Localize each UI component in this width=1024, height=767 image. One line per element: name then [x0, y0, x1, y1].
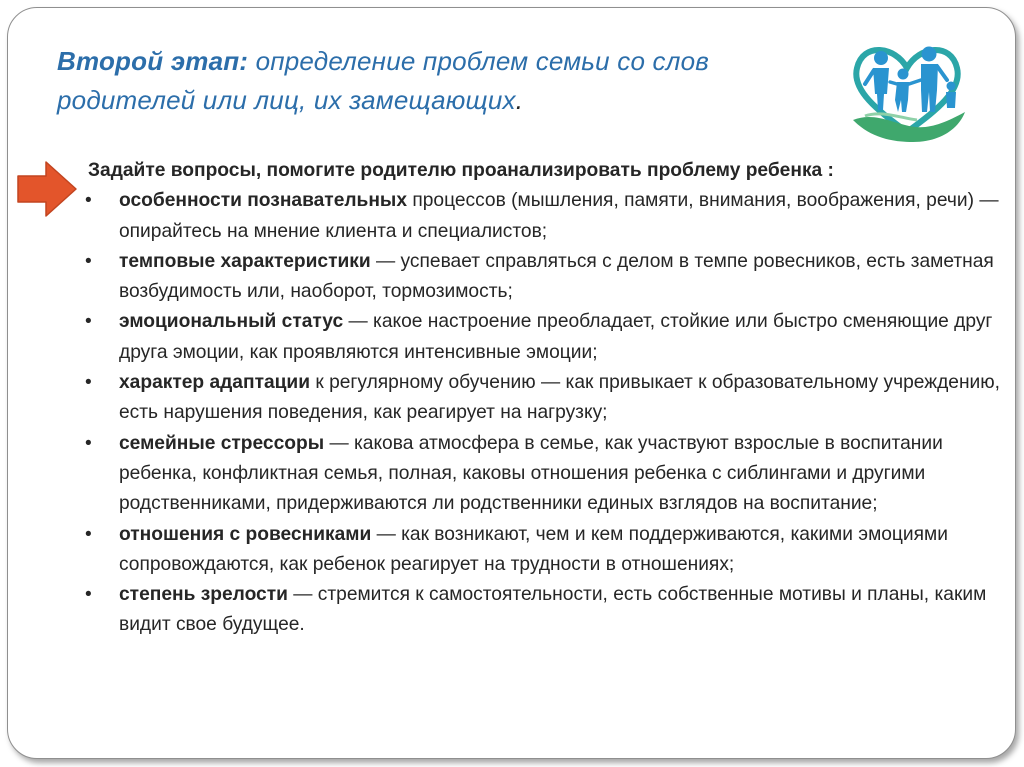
list-item: [85, 520, 1005, 581]
family-heart-hand-logo-icon: [843, 28, 971, 148]
bullet: •: [85, 250, 92, 272]
bullet: •: [85, 190, 92, 212]
slide-title: [57, 42, 827, 120]
item-text: — как возникают, чем и кем поддерживаются, какими эмоциями сопровождаются, как ребенок реагирует на трудности в отношениях;: [119, 523, 948, 575]
list-item: [85, 307, 1005, 368]
bullet: •: [85, 523, 92, 545]
list-item: [85, 429, 1005, 520]
title-lead: Второй этап:: [57, 46, 249, 76]
content: [85, 156, 1005, 641]
item-term: отношения с ровесниками: [119, 523, 372, 545]
list-item: [85, 580, 1005, 641]
bullet: •: [85, 584, 92, 606]
item-term: особенности познавательных: [119, 190, 407, 212]
bullet: •: [85, 372, 92, 394]
item-term: характер адаптации: [119, 372, 311, 394]
bullet: •: [85, 311, 92, 333]
title-text: определение проблем семьи со слов родителей или лиц, их замещающих: [57, 46, 710, 115]
item-text: — стремится к самостоятельности, есть собственные мотивы и планы, каким видит свое будущее.: [119, 584, 987, 636]
title-period: .: [515, 85, 524, 115]
bullet: •: [85, 432, 92, 454]
right-arrow-icon: [16, 160, 78, 218]
list-item: [85, 186, 1005, 247]
item-text: — успевает справляться с делом в темпе ровесников, есть заметная возбудимость или, наоборот, тормозимость;: [119, 250, 994, 303]
question-list: [85, 186, 1005, 640]
intro-text: Задайте вопросы, помогите родителю проанализировать проблему ребенка :: [88, 160, 834, 181]
item-text: — какова атмосфера в семье, как участвуют взрослые в воспитании ребенка, конфликтная семья, полная, каковы отношения ребенка с сиблингами и другими родственниками, придерживаются ли родственники единых взглядов на воспитание;: [119, 432, 943, 515]
item-term: семейные стрессоры: [119, 432, 325, 454]
list-item: [85, 368, 1005, 429]
item-text: процессов (мышления, памяти, внимания, воображения, речи) — опирайтесь на мнение клиента и специалистов;: [119, 190, 999, 242]
list-item: [85, 247, 1005, 308]
item-text: — какое настроение преобладает, стойкие или быстро сменяющие друг друга эмоции, как проявляются интенсивные эмоции;: [119, 311, 993, 363]
item-term: темповые характеристики: [119, 250, 371, 272]
item-text: к регулярному обучению — как привыкает к образовательному учреждению, есть нарушения поведения, как реагирует на нагрузку;: [119, 372, 1000, 424]
item-term: степень зрелости: [119, 584, 288, 606]
item-term: эмоциональный статус: [119, 311, 344, 333]
